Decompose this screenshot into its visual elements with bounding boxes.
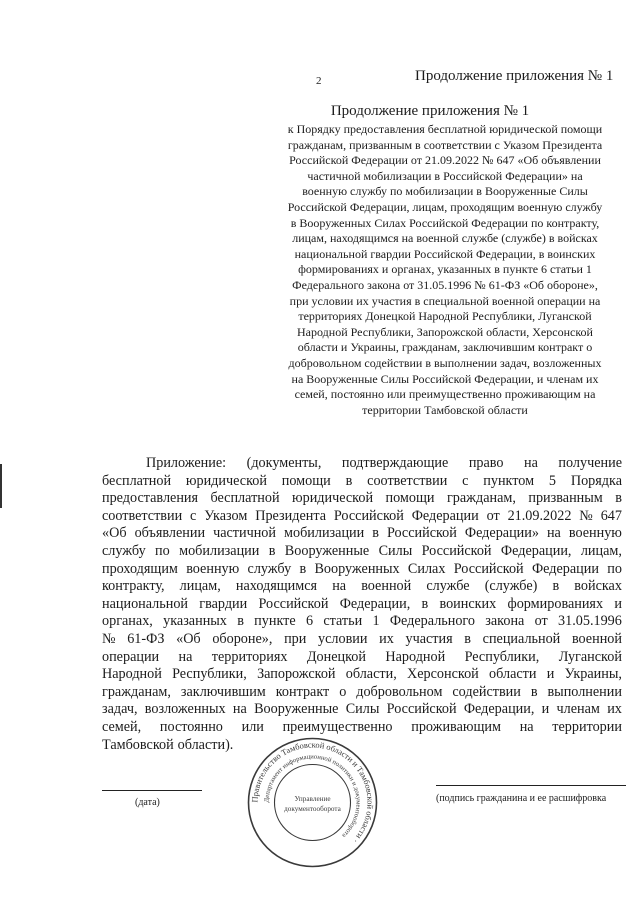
paragraph-line: Приложение: (документы, подтверждающие право на получение — [146, 455, 622, 471]
paragraph-line: органах, указанных в пункте 6 статьи 1 Федерального закона от 31.05.1996 — [102, 613, 622, 630]
paragraph-line: службу по мобилизации в Вооруженные Силы Российской Федерации, лицам, — [102, 542, 622, 559]
stamp-inner-text: Департамент информационной политики и документооборота — [263, 753, 362, 839]
appendix-line: добровольном содействии в выполнении задач, возложенных — [288, 355, 602, 370]
paragraph-line: гражданам, заключившим контракт о добровольном содействии в выполнении — [102, 683, 622, 700]
appendix-line: Федерального закона от 31.05.1996 № 61-ФЗ «Об обороне», — [292, 277, 598, 292]
appendix-line: формированиях и органах, указанных в пункте 6 статьи 1 — [298, 262, 592, 277]
paragraph-line: семей, постоянно или преимущественно проживающим на территории — [102, 718, 622, 735]
paragraph-line: соответствии с Указом Президента Российской Федерации от 21.09.2022 № 647 — [102, 507, 622, 524]
scan-edge-mark — [0, 464, 2, 508]
date-label: (дата) — [135, 797, 160, 808]
paragraph-line: предоставления бесплатной юридической помощи гражданам, призванным в — [102, 490, 622, 507]
paragraph-line: бесплатной юридической помощи в соответствии с пунктом 5 Порядка — [102, 472, 622, 489]
paragraph-line: контракту, лицам, находящимся на военной службе (службе) в войсках — [102, 578, 622, 595]
appendix-line: национальной гвардии Российской Федерации, в воинских — [294, 246, 596, 261]
paragraph-line: «Об объявлении частичной мобилизации в Российской Федерации» на военную — [102, 525, 622, 542]
appendix-line: лицам, находящимся на военной службе (службе) в войсках — [292, 231, 598, 246]
page-header: Продолжение приложения № 1 — [415, 68, 614, 84]
paragraph-line: национальной гвардии Российской Федерации, в воинских формированиях и — [102, 595, 622, 612]
appendix-line: к Порядку предоставления бесплатной юридической помощи — [287, 122, 603, 136]
signature-line — [436, 785, 626, 786]
appendix-line: при условии их участия в специальной военной операции на — [289, 293, 601, 308]
appendix-line: Российской Федерации от 21.09.2022 № 647 «Об объявлении — [289, 153, 601, 168]
appendix-line: в Вооруженных Силах Российской Федерации по контракту, — [290, 215, 600, 230]
appendix-line: территории Тамбовской области — [362, 402, 528, 417]
stamp-center-line1: Управление — [294, 795, 331, 803]
paragraph-line: Народной Республики, Запорожской области, Херсонской области и Украины, — [102, 666, 622, 683]
paragraph-line: Тамбовской области). — [102, 736, 234, 753]
appendix-line: на Вооруженные Силы Российской Федерации, и членам их — [291, 371, 599, 386]
paragraph-line: задач, возложенных на Вооруженные Силы Российской Федерации, и членам их — [102, 701, 622, 718]
appendix-line: гражданам, призванным в соответствии с Указом Президента — [287, 137, 603, 152]
official-stamp — [245, 735, 380, 870]
stamp-outer-text: Правительство Тамбовской области и Тамбовской области · — [250, 740, 375, 845]
paragraph-line: № 61-ФЗ «Об обороне», при условии их участия в специальной военной — [102, 630, 622, 647]
appendix-line: частичной мобилизации в Российской Федерации» на — [307, 168, 583, 183]
attachment-paragraph — [102, 455, 622, 754]
appendix-line: Народной Республики, Запорожской области, Херсонской — [297, 324, 593, 339]
appendix-title: Продолжение приложения № 1 — [330, 103, 530, 119]
appendix-line: области и Украины, гражданам, заключившим контракт о — [297, 340, 593, 355]
appendix-reference-block — [260, 122, 630, 418]
stamp-center-line2: документооборота — [284, 805, 341, 813]
page-number: 2 — [316, 75, 322, 87]
paragraph-line: операции на территориях Донецкой Народной Республики, Луганской — [102, 648, 622, 665]
paragraph-line: проходящим военную службу в Вооруженных Силах Российской Федерации по — [102, 560, 622, 577]
appendix-line: территориях Донецкой Народной Республики, Луганской — [298, 309, 592, 324]
signature-label: (подпись гражданина и ее расшифровка — [436, 793, 607, 804]
appendix-line: военную службу по мобилизации в Вооруженные Силы — [302, 184, 588, 199]
appendix-line: семей, постоянно или преимущественно проживающим на — [294, 387, 596, 402]
date-line — [102, 790, 202, 791]
appendix-line: Российской Федерации, лицам, проходящим военную службу — [287, 199, 603, 214]
